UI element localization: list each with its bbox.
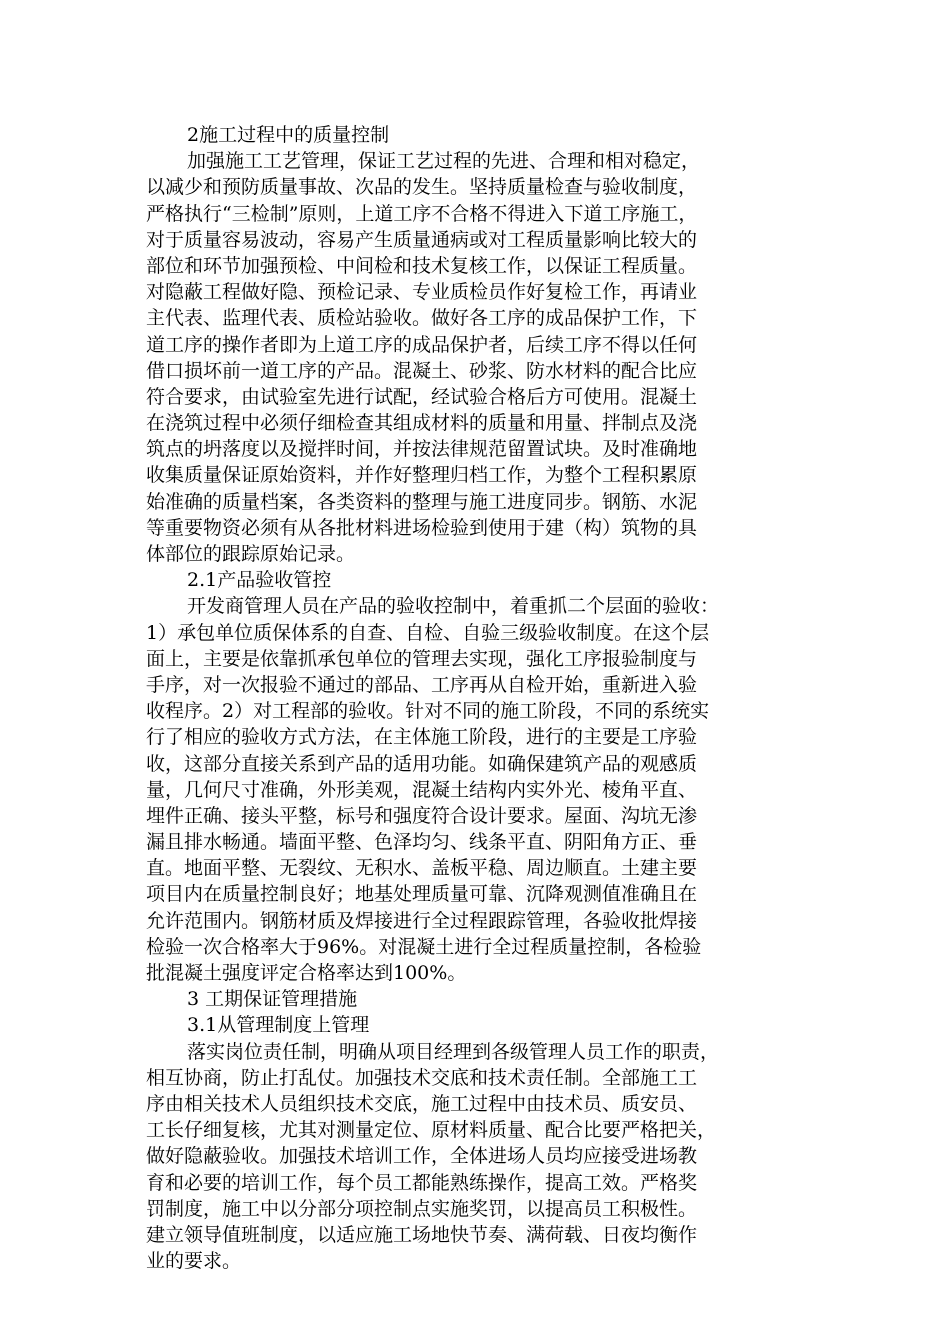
paragraph-line: 收程序。2）对工程部的验收。针对不同的施工阶段，不同的系统实	[146, 700, 710, 723]
paragraph-line: 工长仔细复核，尤其对测量定位、原材料质量、配合比要严格把关，	[146, 1119, 717, 1142]
paragraph-line: 始准确的质量档案，各类资料的整理与施工进度同步。钢筋、水泥	[146, 490, 698, 513]
paragraph-line: 手序，对一次报验不通过的部品、工序再从自检开始，重新进入验	[146, 673, 698, 696]
paragraph-line: 1）承包单位质保体系的自查、自检、自验三级验收制度。在这个层	[146, 621, 710, 644]
paragraph-line: 漏且排水畅通。墙面平整、色泽均匀、线条平直、阴阳角方正、垂	[146, 831, 698, 854]
paragraph-line-first: 2施工过程中的质量控制	[187, 124, 390, 146]
paragraph-line: 允许范围内。钢筋材质及焊接进行全过程跟踪管理，各验收批焊接	[146, 909, 698, 932]
paragraph-line-first: 开发商管理人员在产品的验收控制中，着重抓二个层面的验收：	[187, 595, 720, 618]
paragraph-line: 道工序的操作者即为上道工序的成品保护者，后续工序不得以任何	[146, 333, 698, 356]
paragraph-line: 部位和环节加强预检、中间检和技术复核工作，以保证工程质量。	[146, 254, 698, 277]
paragraph-line: 等重要物资必须有从各批材料进场检验到使用于建（构）筑物的具	[146, 516, 698, 539]
paragraph-line: 筑点的坍落度以及搅拌时间，并按法律规范留置试块。及时准确地	[146, 438, 698, 461]
paragraph-line: 借口损坏前一道工序的产品。混凝土、砂浆、防水材料的配合比应	[146, 359, 698, 382]
paragraph-line-first: 加强施工工艺管理，保证工艺过程的先进、合理和相对稳定，	[187, 150, 701, 173]
paragraph-line-first: 3.1从管理制度上管理	[187, 1014, 370, 1037]
paragraph-line: 育和必要的培训工作，每个员工都能熟练操作，提高工效。严格奖	[146, 1171, 698, 1194]
paragraph-line: 相互协商，防止打乱仗。加强技术交底和技术责任制。全部施工工	[146, 1066, 698, 1089]
paragraph-line: 检验一次合格率大于96%。对混凝土进行全过程质量控制，各检验	[146, 935, 702, 958]
paragraph-line: 主代表、监理代表、质检站验收。做好各工序的成品保护工作，下	[146, 307, 698, 330]
paragraph-line: 收集质量保证原始资料，并作好整理归档工作，为整个工程积累原	[146, 464, 698, 487]
paragraph-line: 在浇筑过程中必须仔细检查其组成材料的质量和用量、拌制点及浇	[146, 412, 698, 435]
document-page	[146, 122, 806, 1274]
paragraph-line: 符合要求，由试验室先进行试配，经试验合格后方可使用。混凝土	[146, 385, 698, 408]
paragraph-line: 业的要求。	[146, 1250, 242, 1273]
paragraph-line-first: 2.1产品验收管控	[187, 569, 332, 592]
paragraph-line-first: 落实岗位责任制，明确从项目经理到各级管理人员工作的职责，	[187, 1040, 720, 1063]
paragraph-line: 罚制度，施工中以分部分项控制点实施奖罚，以提高员工积极性。	[146, 1197, 698, 1220]
paragraph-line: 做好隐蔽验收。加强技术培训工作，全体进场人员均应接受进场教	[146, 1145, 698, 1168]
paragraph-line: 建立领导值班制度，以适应施工场地快节奏、满荷载、日夜均衡作	[146, 1223, 698, 1246]
paragraph-line: 埋件正确、接头平整，标号和强度符合设计要求。屋面、沟坑无渗	[146, 804, 698, 827]
paragraph-line: 对隐蔽工程做好隐、预检记录、专业质检员作好复检工作，再请业	[146, 281, 698, 304]
paragraph-line: 序由相关技术人员组织技术交底，施工过程中由技术员、质安员、	[146, 1092, 698, 1115]
paragraph-line: 批混凝土强度评定合格率达到100%。	[146, 962, 467, 984]
paragraph-line: 对于质量容易波动，容易产生质量通病或对工程质量影响比较大的	[146, 228, 698, 251]
paragraph-line: 以减少和预防质量事故、次品的发生。坚持质量检查与验收制度，	[146, 176, 698, 199]
paragraph-line: 量，几何尺寸准确，外形美观，混凝土结构内实外光、棱角平直、	[146, 778, 698, 801]
paragraph-line: 收，这部分直接关系到产品的适用功能。如确保建筑产品的观感质	[146, 752, 698, 775]
paragraph-line: 直。地面平整、无裂纹、无积水、盖板平稳、周边顺直。土建主要	[146, 857, 698, 880]
paragraph-line: 面上，主要是依靠抓承包单位的管理去实现，强化工序报验制度与	[146, 647, 698, 670]
paragraph-line: 严格执行“三检制”原则，上道工序不合格不得进入下道工序施工，	[146, 202, 698, 225]
paragraph-line: 行了相应的验收方式方法，在主体施工阶段，进行的主要是工序验	[146, 726, 698, 749]
paragraph-line-first: 3 工期保证管理措施	[187, 988, 358, 1011]
paragraph-line: 项目内在质量控制良好；地基处理质量可靠、沉降观测值准确且在	[146, 883, 698, 906]
paragraph-line: 体部位的跟踪原始记录。	[146, 543, 356, 565]
